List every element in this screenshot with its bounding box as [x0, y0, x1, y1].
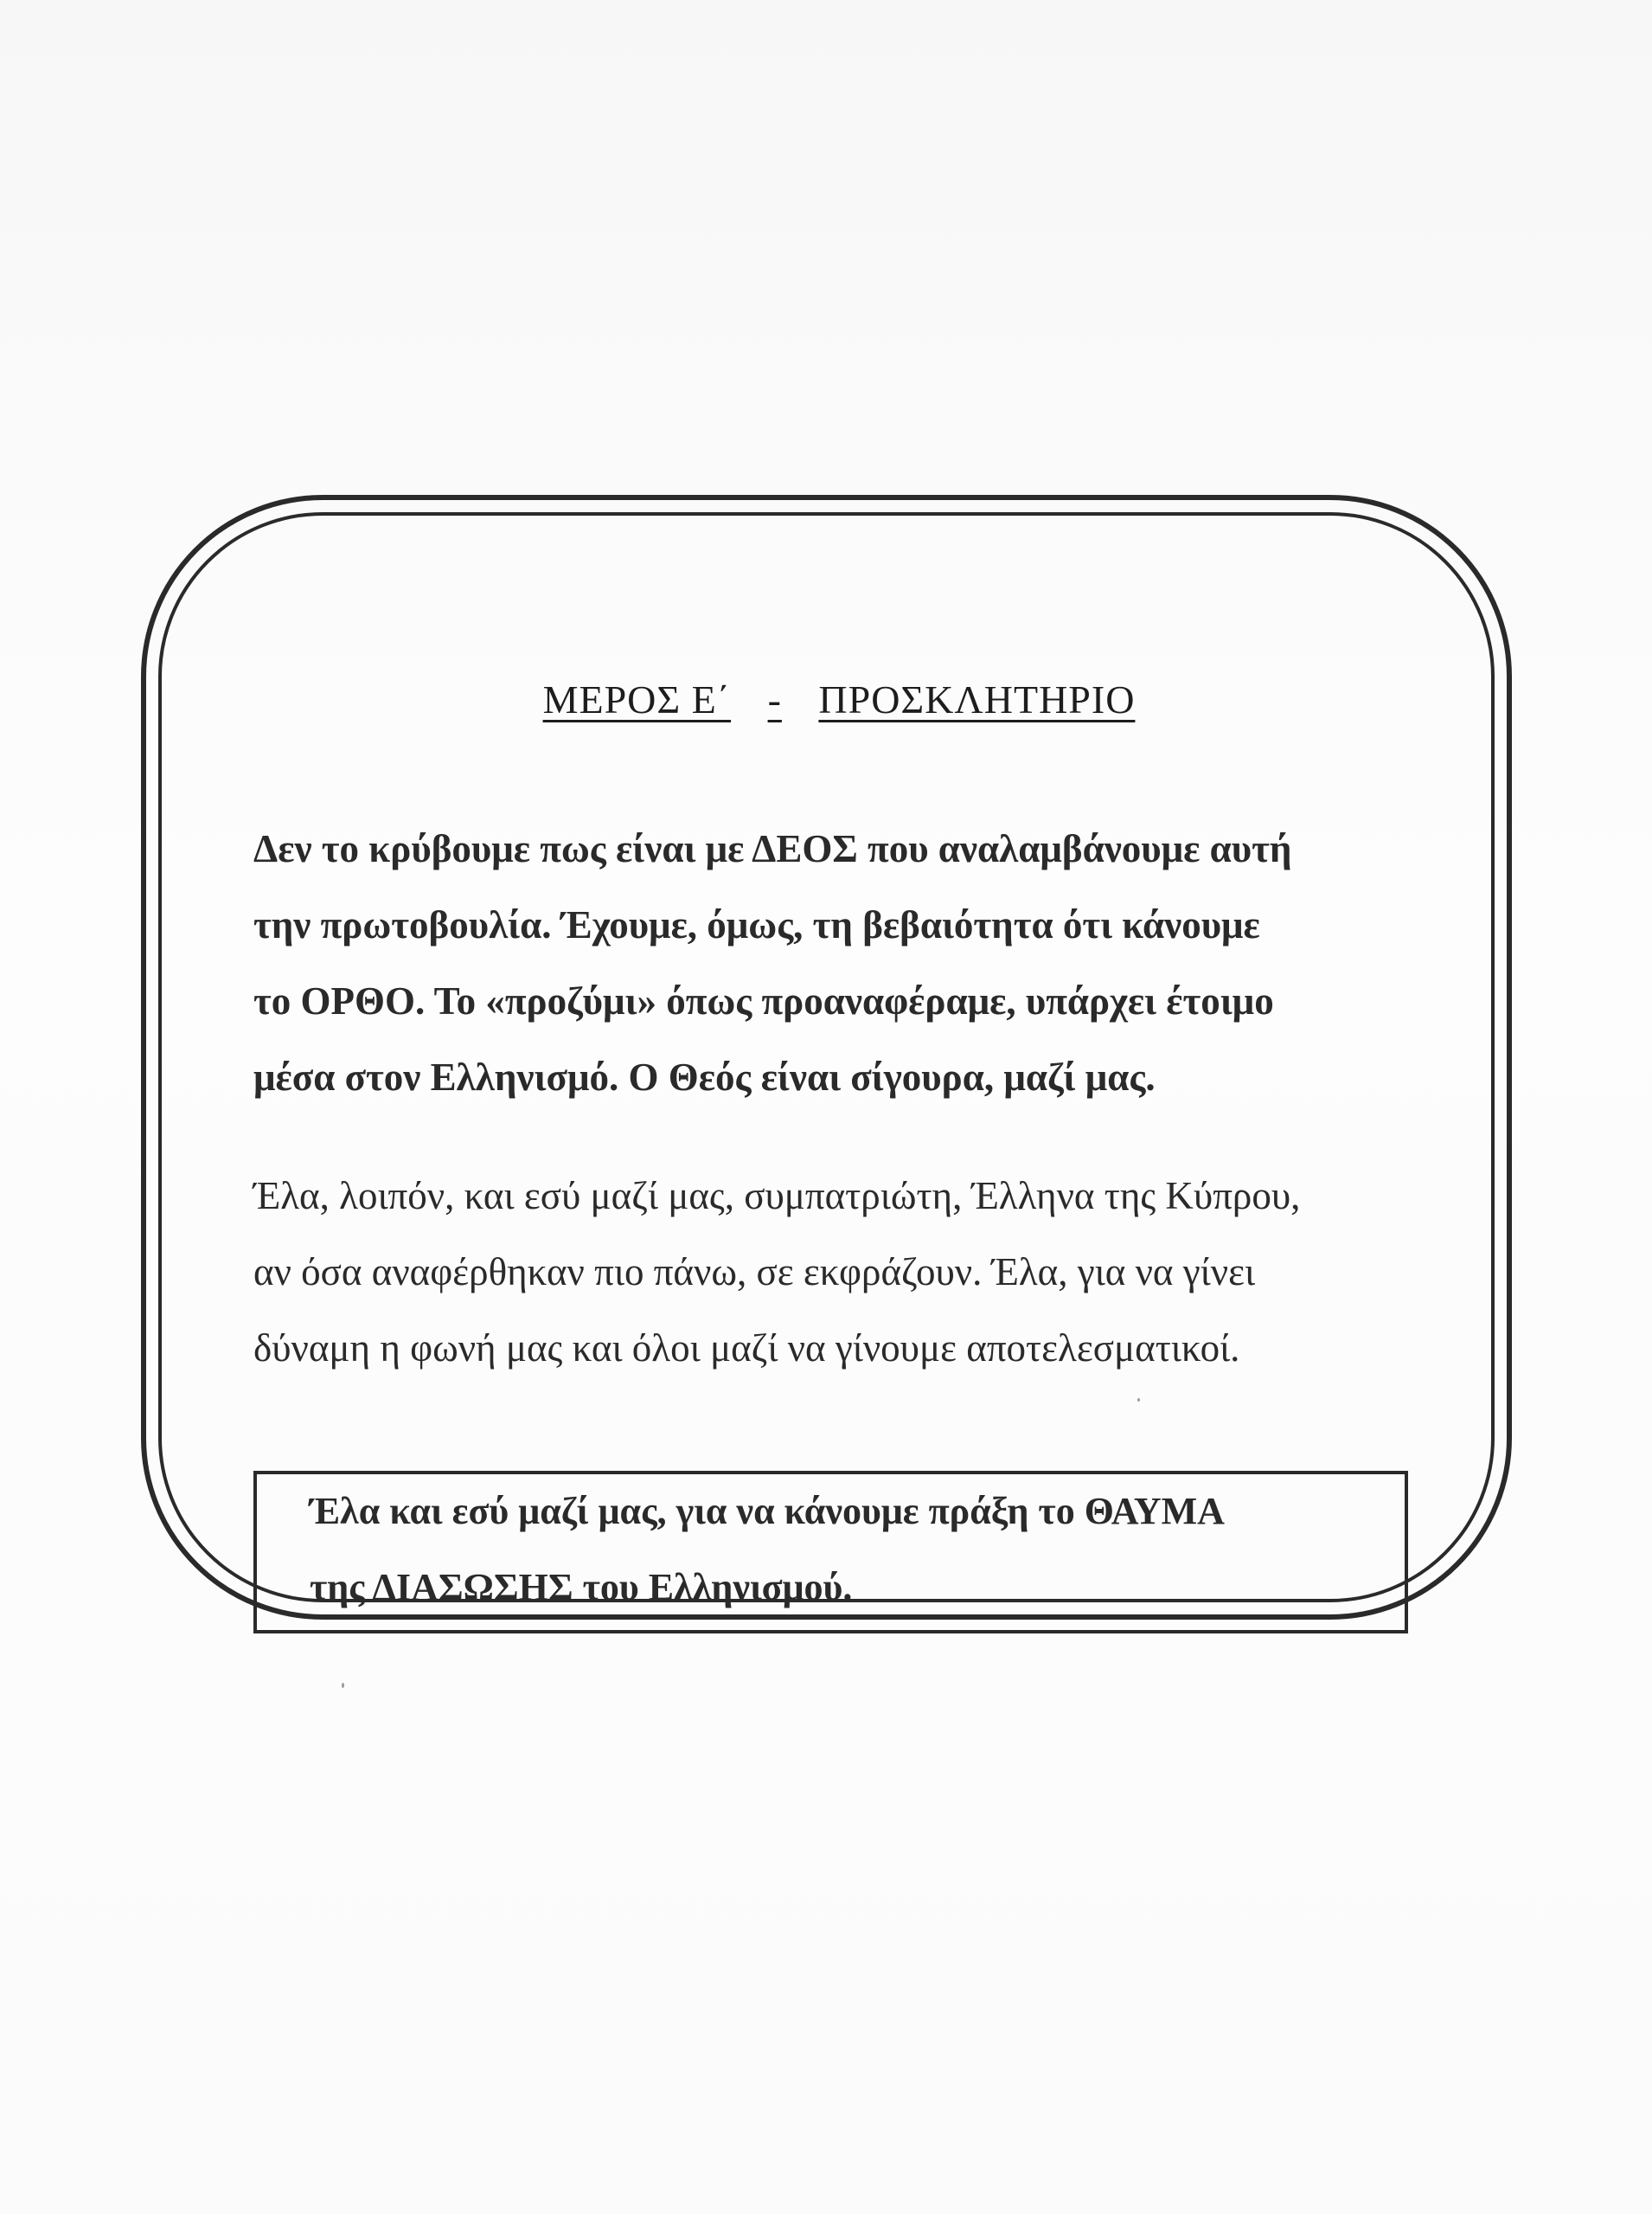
paragraph-line: δύναμη η φωνή μας και όλοι μαζί να γίνουμε αποτελεσματικοί.	[253, 1326, 1240, 1370]
paragraph-line: Έλα, λοιπόν, και εσύ μαζί μας, συμπατριώτη, Έλληνα της Κύπρου,	[253, 1174, 1301, 1217]
scan-speck	[342, 1683, 344, 1688]
section-heading	[0, 677, 1652, 722]
paragraph-bold	[253, 811, 1395, 1115]
heading-separator: -	[767, 677, 782, 722]
paragraph-line: το ΟΡΘΟ. Το «προζύμι» όπως προαναφέραμε, υπάρχει έτοιμο	[253, 979, 1274, 1023]
heading-title: ΠΡΟΣΚΛΗΤΗΡΙΟ	[818, 677, 1136, 722]
heading-part: ΜΕΡΟΣ Ε΄	[542, 677, 732, 722]
callout-line: της ΔΙΑΣΩΣΗΣ του Ελληνισμού.	[310, 1566, 853, 1608]
paragraph-line: την πρωτοβουλία. Έχουμε, όμως, τη βεβαιότητα ότι κάνουμε	[253, 903, 1260, 947]
paragraph-line: Δεν το κρύβουμε πως είναι με ΔΕΟΣ που αναλαμβάνουμε αυτή	[253, 827, 1292, 870]
paragraph-line: μέσα στον Ελληνισμό. Ο Θεός είναι σίγουρα, μαζί μας.	[253, 1056, 1156, 1099]
scan-speck	[1137, 1398, 1140, 1402]
callout-text	[310, 1473, 1408, 1626]
paragraph-regular	[253, 1158, 1395, 1386]
paragraph-line: αν όσα αναφέρθηκαν πιο πάνω, σε εκφράζουν. Έλα, για να γίνει	[253, 1250, 1256, 1293]
callout-line: Έλα και εσύ μαζί μας, για να κάνουμε πράξη το ΘΑΥΜΑ	[310, 1490, 1225, 1532]
